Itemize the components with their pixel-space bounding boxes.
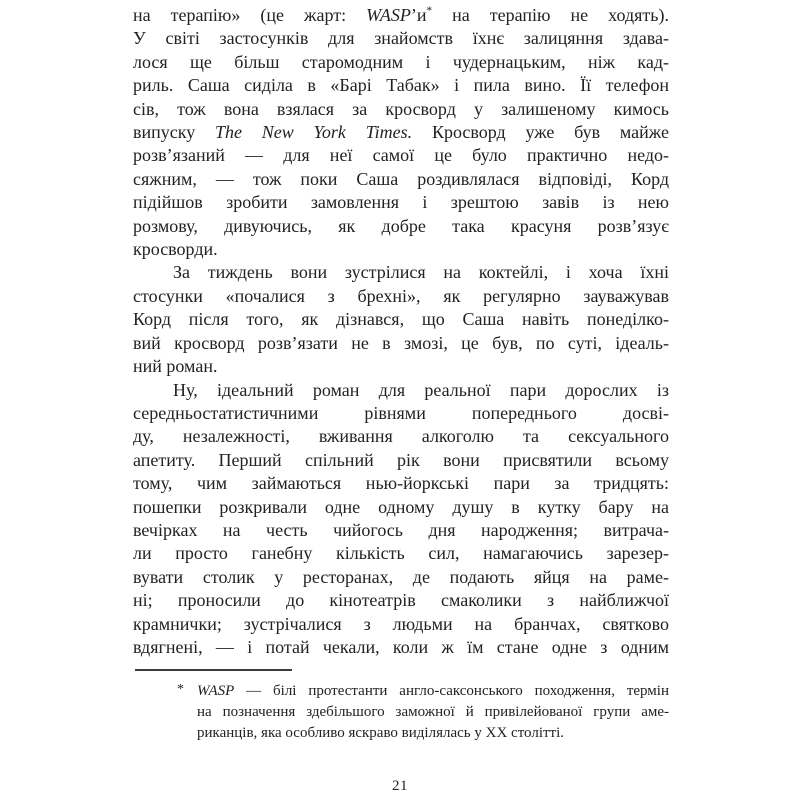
text-line <box>133 449 669 472</box>
text-line <box>133 144 669 167</box>
text-line <box>133 98 669 121</box>
text-line <box>133 308 669 331</box>
text-run: У світі застосунків для знайомств їхнє залицяння здава- <box>133 28 669 49</box>
text-line <box>133 379 669 402</box>
text-line <box>133 74 669 97</box>
text-line <box>197 702 669 723</box>
text-run: вувати столик у ресторанах, де подають яйця на раме- <box>133 566 669 587</box>
footnote-separator <box>135 669 292 671</box>
text-run: на терапію не ходять). <box>432 5 669 25</box>
body-text <box>133 0 669 659</box>
text-line <box>133 589 669 612</box>
text-run: ’и <box>410 5 427 25</box>
text-run: — білі протестанти англо-саксонського походження, термін <box>234 683 669 699</box>
text-run: Корд після того, як дізнався, що Саша навіть понеділко- <box>133 309 669 330</box>
text-line <box>133 542 669 565</box>
text-line <box>133 496 669 519</box>
footnote <box>133 681 669 744</box>
text-run: Кросворд уже був майже <box>412 122 669 143</box>
text-line <box>133 425 669 448</box>
text-line <box>133 238 669 261</box>
text-run: Ну, ідеальний роман для реальної пари дорослих із <box>173 379 669 400</box>
text-run: лося ще більш старомодним і чудернацьким, ніж кад- <box>133 51 669 72</box>
text-line <box>133 27 669 50</box>
text-run: на позначення здебільшого заможної й привілейованої групи аме- <box>197 704 669 720</box>
text-run: стосунки «почалися з брехні», як регулярно зауважував <box>133 285 669 306</box>
text-run: сяжним, — тож поки Саша роздивлялася відповіді, Корд <box>133 168 669 189</box>
italic-text-run: WASP <box>197 683 235 699</box>
text-line <box>133 285 669 308</box>
text-run: крамнички; зустрічалися з людьми на бранчах, святково <box>133 613 669 634</box>
text-run: пошепки розкривали одне одному душу в кутку бару на <box>133 496 669 517</box>
text-run: ний роман. <box>133 356 218 377</box>
footnote-marker: * <box>177 682 184 697</box>
text-run: вий кросворд розв’язати не в змозі, це був, по суті, ідеаль- <box>133 332 669 353</box>
italic-text-run: The New York Times. <box>215 122 413 143</box>
text-run: риль. Саша сиділа в «Барі Табак» і пила вино. Її телефон <box>133 75 669 96</box>
text-run: тому, чим займаються нью-йоркські пари за тридцять: <box>133 473 669 494</box>
text-line <box>133 191 669 214</box>
text-run: на терапію» (це жарт: <box>133 5 367 25</box>
text-line <box>133 121 669 144</box>
text-run: апетиту. Перший спільний рік вони присвятили всьому <box>133 449 669 470</box>
text-line <box>197 681 669 702</box>
text-line <box>133 519 669 542</box>
text-run: ли просто ганебну кількість сил, намагаючись зарезер- <box>133 543 669 564</box>
text-line <box>133 0 669 27</box>
footnote-text <box>197 681 669 744</box>
text-line <box>197 723 669 744</box>
text-run: За тиждень вони зустрілися на коктейлі, і хоча їхні <box>173 262 669 283</box>
italic-text-run: WASP <box>366 5 411 25</box>
text-run: підійшов зробити замовлення і зрештою завів із нею <box>133 192 669 213</box>
text-line <box>133 636 669 659</box>
text-line <box>133 355 669 378</box>
text-run: сів, тож вона взялася за кросворд у залишеному кимось <box>133 98 669 119</box>
text-line <box>133 613 669 636</box>
text-run: середньостатистичними рівнями попереднього досві- <box>133 402 669 423</box>
text-run: випуску <box>133 122 216 143</box>
text-line <box>133 168 669 191</box>
text-run: ні; проносили до кінотеатрів смаколики з найближчої <box>133 590 669 611</box>
text-run: розв’язаний — для неї самої це було практично недо- <box>133 145 669 166</box>
text-line <box>133 215 669 238</box>
text-run: розмову, дивуючись, як добре така красуня розв’язує <box>133 215 669 236</box>
text-line <box>133 566 669 589</box>
text-run: риканців, яка особливо яскраво виділялась у XX столітті. <box>197 725 565 741</box>
text-line <box>133 402 669 425</box>
text-line <box>133 472 669 495</box>
text-run: вечірках на честь чийогось дня народження; витрача- <box>133 519 669 540</box>
text-run: ду, незалежності, вживання алкоголю та сексуального <box>133 426 669 447</box>
superscript-marker: * <box>426 5 433 17</box>
text-line <box>133 261 669 284</box>
page-number: 21 <box>392 778 408 794</box>
text-line <box>133 51 669 74</box>
text-run: вдягнені, — і потай чекали, коли ж їм стане одне з одним <box>133 636 669 657</box>
text-line <box>133 332 669 355</box>
text-run: кросворди. <box>133 239 218 260</box>
